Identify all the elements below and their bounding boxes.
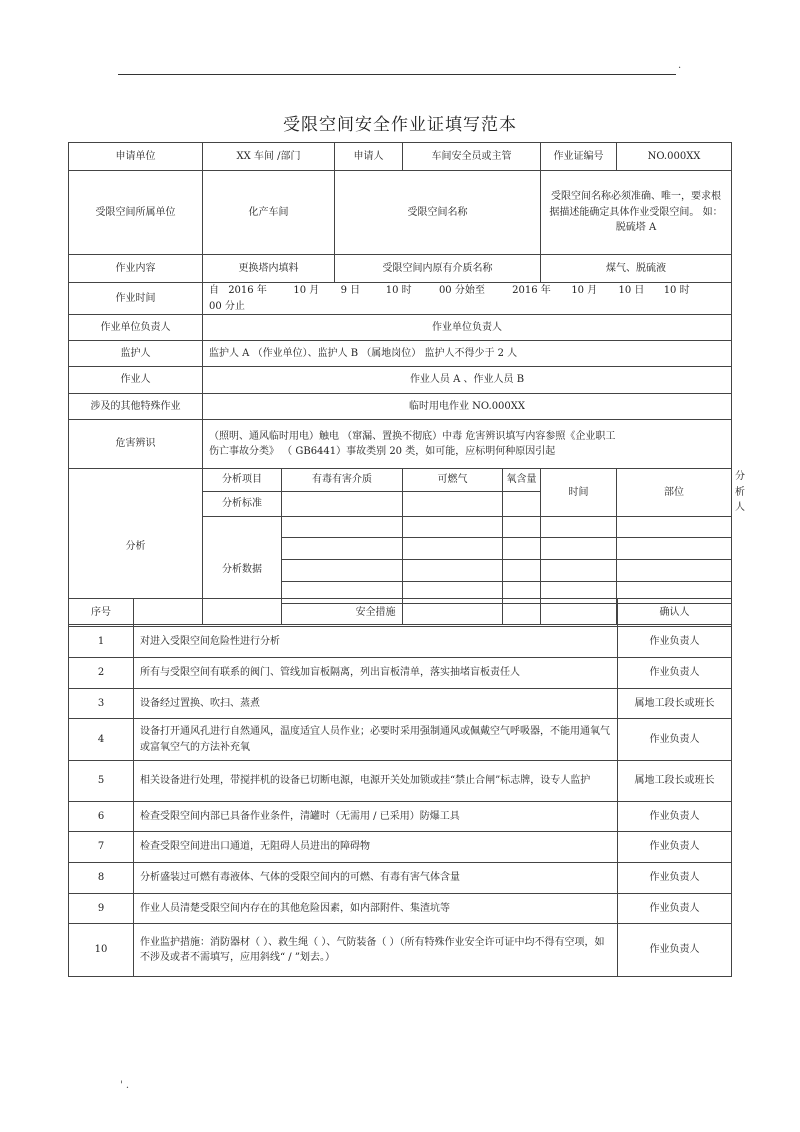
header-rule (118, 74, 676, 75)
table-row (69, 894, 732, 924)
time-part: 00 分止 (209, 300, 245, 312)
permit-no-label: 作业证编号 (541, 143, 617, 171)
analysis-item-label: 分析项目 (203, 469, 282, 492)
time-part: 10 月 (571, 285, 598, 296)
measure-text: 检查受限空间进出口通道，无阻碍人员进出的障碍物 (134, 832, 618, 863)
analysis-data-cell[interactable] (282, 559, 403, 581)
analysis-data-cell[interactable] (617, 516, 732, 537)
time-part: 10 时 (385, 285, 412, 296)
analysis-data-cell[interactable] (617, 559, 732, 581)
measure-confirm[interactable]: 作业负责人 (618, 924, 732, 977)
medium-value[interactable]: 煤气、脱硫液 (541, 255, 732, 283)
space-name-label: 受限空间名称 (335, 171, 541, 255)
analysis-data-label: 分析数据 (203, 516, 282, 624)
analysis-location-header: 部位 (617, 469, 732, 517)
unit-head-label: 作业单位负责人 (69, 315, 203, 341)
hazard-value[interactable] (203, 420, 732, 469)
applicant-label: 申请人 (335, 143, 403, 171)
measure-header: 安全措施 (134, 599, 618, 627)
space-owner-value[interactable]: 化产车间 (203, 171, 335, 255)
time-part: 9 日 (340, 285, 361, 296)
analysis-data-cell[interactable] (282, 516, 403, 537)
time-part: 00 分始至 (438, 285, 485, 296)
analysis-standard-flammable[interactable] (403, 492, 503, 516)
measure-no: 5 (69, 761, 134, 802)
table-row (69, 802, 732, 832)
table-row (69, 924, 732, 977)
hazard-line: 伤亡事故分类》 （ GB6441）事故类别 20 类，如可能，应标明何种原因引起 (209, 446, 556, 457)
measure-text: 检查受限空间内部已具备作业条件，清罐时（无需用 / 已采用）防爆工具 (134, 802, 618, 832)
time-part: 2016 年 (512, 285, 551, 296)
worker-value[interactable]: 作业人员 A 、作业人员 B (203, 367, 732, 394)
work-content-label: 作业内容 (69, 255, 203, 283)
measure-text: 对进入受限空间危险性进行分析 (134, 627, 618, 658)
analysis-standard-oxygen[interactable] (503, 492, 541, 516)
measure-no: 8 (69, 863, 134, 894)
measure-confirm[interactable]: 属地工段长或班长 (618, 689, 732, 719)
hazard-label: 危害辨识 (69, 420, 203, 469)
measure-text: 分析盛装过可燃有毒液体、气体的受限空间内的可燃、有毒有害气体含量 (134, 863, 618, 894)
work-time-label: 作业时间 (69, 283, 203, 315)
guardian-value[interactable]: 监护人 A （作业单位）、监护人 B （属地岗位） 监护人不得少于 2 人 (203, 341, 732, 367)
space-owner-label: 受限空间所属单位 (69, 171, 203, 255)
time-part: 10 时 (663, 285, 690, 296)
hazard-line: （照明、通风临时用电）触电 （窜漏、置换不彻底）中毒 危害辨识填写内容参照《企业职工 (209, 430, 616, 442)
analysis-data-cell[interactable] (403, 559, 503, 581)
measure-no: 1 (69, 627, 134, 658)
measure-confirm[interactable]: 作业负责人 (618, 627, 732, 658)
analysis-data-cell[interactable] (503, 559, 541, 581)
measure-text: 所有与受限空间有联系的阀门、管线加盲板隔离，列出盲板清单，落实抽堵盲板责任人 (134, 658, 618, 689)
analysis-data-cell[interactable] (541, 559, 617, 581)
measure-confirm[interactable]: 作业负责人 (618, 802, 732, 832)
measure-no: 2 (69, 658, 134, 689)
analysis-data-cell[interactable] (503, 537, 541, 559)
time-part: 2016 年 (228, 285, 267, 296)
permit-no-value[interactable]: NO.000XX (617, 143, 732, 171)
measure-no: 9 (69, 894, 134, 924)
table-row (69, 832, 732, 863)
analysis-label: 分析 (69, 469, 203, 625)
measure-text: 设备经过置换、吹扫、蒸煮 (134, 689, 618, 719)
measure-confirm[interactable]: 作业负责人 (618, 863, 732, 894)
table-row (69, 658, 732, 689)
applicant-value[interactable]: 车间安全员或主管 (403, 143, 541, 171)
measure-no: 7 (69, 832, 134, 863)
time-part: 自 (209, 285, 219, 296)
table-row (69, 627, 732, 658)
measure-no: 10 (69, 924, 134, 977)
header-mark: . (678, 60, 682, 71)
analysis-standard-label: 分析标准 (203, 492, 282, 516)
time-part: 10 日 (618, 285, 645, 296)
measure-confirm[interactable]: 作业负责人 (618, 894, 732, 924)
confirm-header: 确认人 (618, 599, 732, 627)
document-title: 受限空间安全作业证填写范本 (283, 115, 517, 135)
analysis-standard-toxic[interactable] (282, 492, 403, 516)
analysis-data-cell[interactable] (541, 537, 617, 559)
analysis-data-cell[interactable] (403, 516, 503, 537)
table-row (69, 689, 732, 719)
permit-info-table: 申请单位 XX 车间 /部门 申请人 车间安全员或主管 作业证编号 NO.000XX 受限空间所属单位 化产车间 受限空间名称 受限空间名称必须准确、唯一，要求根据描述能确定具体作业受限空间。 如：脱硫塔 A 作业内容 更换塔内填料 受限空间内原有介质名称 煤气、脱硫液 作业时间 自 2016 年 10 月 9 日 10 时 00 分始至 2016 年 10 月 10 日 10 时 00 分止 作业单位负责人 作业单位负责人 监护人 监护人 A （作业单位）、监护人 B （属地岗位） 监护人不得少于 2 人 作业人 作业人员 A 、作业人员 B 涉及的其他特殊作业 临时用电作业 NO.000XX 危害辨识 （照明、通风临时用电）触电 （窜漏、置换不彻底）中毒 危害辨识填写内容参照《企业职工 伤亡事故分类》 （ GB6441）事故类别 20 类，如可能，应标明何种原因引起 分析 分析项目 有毒有害介质 可燃气 氧含量 时间 部位 分析人 分析标准 分析数据 (68, 142, 732, 625)
measure-no: 6 (69, 802, 134, 832)
measure-text: 设备打开通风孔进行自然通风，温度适宜人员作业；必要时采用强制通风或佩戴空气呼吸器，不能用通氧气或富氧空气的方法补充氧 (134, 719, 618, 761)
table-row (69, 761, 732, 802)
table-row (69, 863, 732, 894)
measure-text: 相关设备进行处理，带搅拌机的设备已切断电源，电源开关处加锁或挂“禁止合闸”标志牌，设专人监护 (134, 761, 618, 802)
measure-confirm[interactable]: 属地工段长或班长 (618, 761, 732, 802)
measure-no: 4 (69, 719, 134, 761)
guardian-label: 监护人 (69, 341, 203, 367)
measure-no: 3 (69, 689, 134, 719)
space-name-note[interactable]: 受限空间名称必须准确、唯一，要求根据描述能确定具体作业受限空间。 如：脱硫塔 A (541, 171, 732, 255)
measure-text: 作业人员清楚受限空间内存在的其他危险因素，如内部附件、集渣坑等 (134, 894, 618, 924)
work-time-value[interactable] (203, 283, 732, 315)
table-row (69, 719, 732, 761)
worker-label: 作业人 (69, 367, 203, 394)
analysis-data-cell[interactable] (282, 537, 403, 559)
applicant-unit-label: 申请单位 (69, 143, 203, 171)
safety-measures-table (68, 598, 732, 977)
time-part: 10 月 (293, 285, 320, 296)
analysis-toxic-header: 有毒有害介质 (282, 469, 403, 492)
unit-head-value[interactable]: 作业单位负责人 (203, 315, 732, 341)
analysis-data-cell[interactable] (403, 537, 503, 559)
medium-label: 受限空间内原有介质名称 (335, 255, 541, 283)
analysis-time-header: 时间 (541, 469, 617, 517)
measure-confirm[interactable]: 作业负责人 (618, 658, 732, 689)
measure-text: 作业监护措施：消防器材（ ）、救生绳（ ）、气防装备（ ）（所有特殊作业安全许可证中均不得有空项，如不涉及或者不需填写，应用斜线“ / ”划去。） (134, 924, 618, 977)
footer-mark: ' . (120, 1080, 130, 1091)
measure-confirm[interactable]: 作业负责人 (618, 832, 732, 863)
analysis-data-cell[interactable] (541, 516, 617, 537)
analysis-flammable-header: 可燃气 (403, 469, 503, 492)
special-work-value[interactable]: 临时用电作业 NO.000XX (203, 394, 732, 420)
analysis-data-cell[interactable] (503, 516, 541, 537)
seq-header: 序号 (69, 599, 134, 627)
special-work-label: 涉及的其他特殊作业 (69, 394, 203, 420)
applicant-unit-value[interactable]: XX 车间 /部门 (203, 143, 335, 171)
work-content-value[interactable]: 更换塔内填料 (203, 255, 335, 283)
measure-confirm[interactable]: 作业负责人 (618, 719, 732, 761)
analysis-data-cell[interactable] (617, 537, 732, 559)
analysis-oxygen-header: 氧含量 (503, 469, 541, 492)
